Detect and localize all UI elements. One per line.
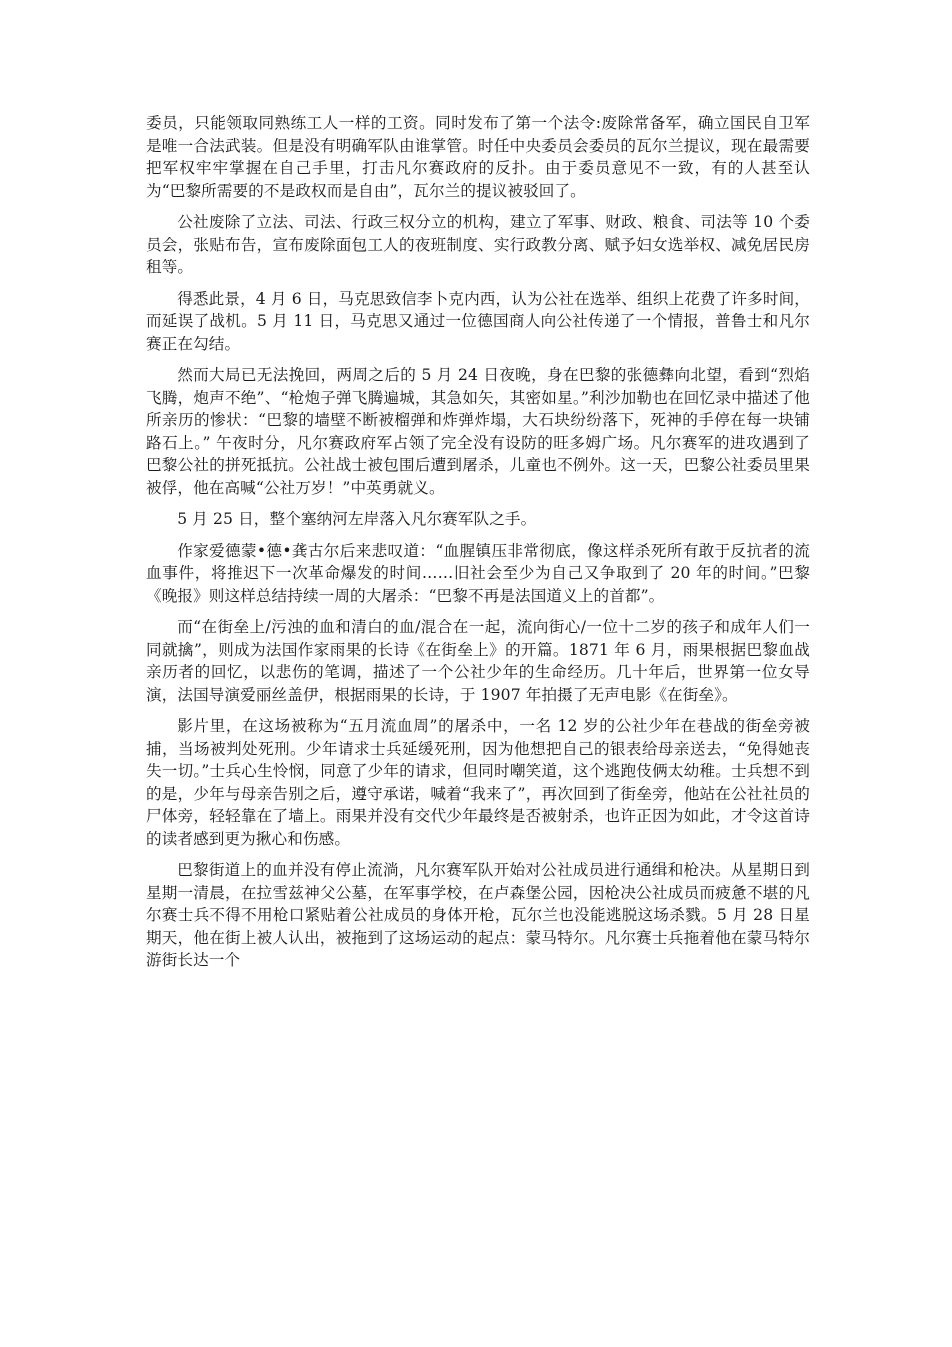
- paragraph: 影片里，在这场被称为“五月流血周”的屠杀中，一名 12 岁的公社少年在巷战的街垒旁被捕，当场被判处死刑。少年请求士兵延缓死刑，因为他想把自己的银表给母亲送去，“免得她丧失一切。”士兵心生怜悯，同意了少年的请求，但同时嘲笑道，这个逃跑伎俩太幼稚。士兵想不到的是，少年与母亲告别之后，遵守承诺，喊着“我来了”，再次回到了街垒旁，他站在公社社员的尸体旁，轻轻靠在了墙上。雨果并没有交代少年最终是否被射杀，也许正因为如此，才令这首诗的读者感到更为揪心和伤感。: [146, 717, 810, 848]
- document-body: [146, 112, 810, 981]
- paragraph: 巴黎街道上的血并没有停止流淌，凡尔赛军队开始对公社成员进行通缉和枪决。从星期日到星期一清晨，在拉雪兹神父公墓，在军事学校，在卢森堡公园，因枪决公社成员而疲惫不堪的凡尔赛士兵不得不用枪口紧贴着公社成员的身体开枪，瓦尔兰也没能逃脱这场杀戮。5 月 28 日星期天，他在街上被人认出，被拖到了这场运动的起点：蒙马特尔。凡尔赛士兵拖着他在蒙马特尔游街长达一个: [146, 861, 810, 969]
- paragraph: 然而大局已无法挽回，两周之后的 5 月 24 日夜晚，身在巴黎的张德彝向北望，看到“烈焰飞腾，炮声不绝”、“枪炮子弹飞腾遍城，其急如矢，其密如星。”利沙加勒也在回忆录中描述了他所亲历的惨状：“巴黎的墙壁不断被榴弹和炸弹炸塌，大石块纷纷落下，死神的手停在每一块铺路石上。” 午夜时分，凡尔赛政府军占领了完全没有设防的旺多姆广场。凡尔赛军的进攻遇到了巴黎公社的拼死抵抗。公社战士被包围后遭到屠杀，儿童也不例外。这一天，巴黎公社委员里果被俘，他在高喊“公社万岁！”中英勇就义。: [146, 366, 810, 497]
- paragraph: 而“在街垒上/污浊的血和清白的血/混合在一起，流向街心/一位十二岁的孩子和成年人们一同就擒”，则成为法国作家雨果的长诗《在街垒上》的开篇。1871 年 6 月，雨果根据巴黎血战亲历者的回忆，以悲伤的笔调，描述了一个公社少年的生命经历。几十年后，世界第一位女导演，法国导演爱丽丝盖伊，根据雨果的长诗，于 1907 年拍摄了无声电影《在街垒》。: [146, 618, 810, 704]
- paragraph: 公社废除了立法、司法、行政三权分立的机构，建立了军事、财政、粮食、司法等 10 个委员会，张贴布告，宣布废除面包工人的夜班制度、实行政教分离、赋予妇女选举权、减免居民房租等。: [146, 213, 810, 276]
- paragraph: 委员，只能领取同熟练工人一样的工资。同时发布了第一个法令:废除常备军，确立国民自卫军是唯一合法武装。但是没有明确军队由谁掌管。时任中央委员会委员的瓦尔兰提议，现在最需要把军权牢牢掌握在自己手里，打击凡尔赛政府的反扑。由于委员意见不一致，有的人甚至认为“巴黎所需要的不是政权而是自由”，瓦尔兰的提议被驳回了。: [146, 114, 810, 200]
- paragraph: 得悉此景，4 月 6 日，马克思致信李卜克内西，认为公社在选举、组织上花费了许多时间，而延误了战机。5 月 11 日，马克思又通过一位德国商人向公社传递了一个情报，普鲁士和凡尔赛正在勾结。: [146, 289, 810, 353]
- paragraph: 5 月 25 日，整个塞纳河左岸落入凡尔赛军队之手。: [177, 510, 537, 528]
- paragraph: 作家爱德蒙•德•龚古尔后来悲叹道：“血腥镇压非常彻底，像这样杀死所有敢于反抗者的流血事件，将推迟下一次革命爆发的时间……旧社会至少为自己又争取到了 20 年的时间。”巴黎《晚报》则这样总结持续一周的大屠杀：“巴黎不再是法国道义上的首都”。: [146, 541, 810, 605]
